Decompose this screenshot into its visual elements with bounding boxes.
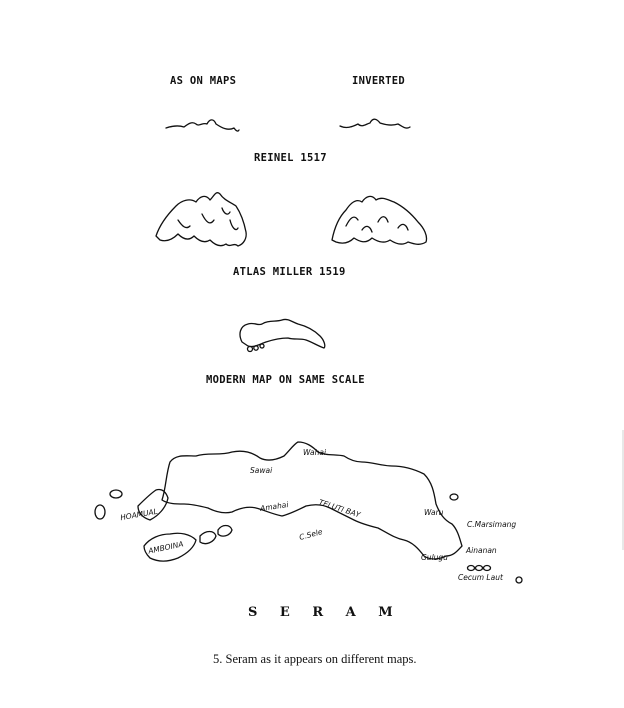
place-gulugu: Gulugu [421, 553, 448, 562]
label-inverted: INVERTED [352, 75, 405, 87]
detail-reinel-right [346, 217, 408, 232]
outline-atlas-miller [240, 319, 325, 348]
label-reinel-1517: REINEL 1517 [254, 152, 327, 164]
islet-west-2 [110, 490, 122, 498]
place-ambonia: AMBOINA [147, 539, 185, 556]
place-amahai: Amahai [259, 500, 289, 513]
outline-seram-main [162, 442, 462, 559]
place-wahai: Wahai [303, 448, 327, 457]
label-as-on-maps: AS ON MAPS [170, 75, 237, 87]
detail-reinel-left [178, 208, 238, 230]
figure-caption: 5. Seram as it appears on different maps. [213, 652, 417, 666]
islet-cecum-2 [476, 566, 483, 571]
islet-atlas-1 [248, 347, 253, 352]
islet-east-1 [450, 494, 458, 500]
outline-inverted [340, 119, 410, 128]
place-sawai: Sawai [250, 466, 273, 475]
place-waru: Waru [424, 508, 444, 517]
map-title-seram: S E R A M [248, 605, 402, 620]
islet-west-1 [95, 505, 105, 519]
place-hoamual: HOAMUAL [119, 506, 159, 523]
place-ainanan: Ainanan [466, 546, 497, 555]
islet-east-2 [516, 577, 522, 583]
islet-atlas-3 [260, 344, 264, 348]
outline-lease-2 [218, 526, 232, 537]
label-atlas-miller-1519: ATLAS MILLER 1519 [233, 266, 346, 278]
label-modern-map: MODERN MAP ON SAME SCALE [206, 374, 365, 386]
outline-reinel-left [156, 193, 246, 246]
place-cecum-laut: Cecum Laut [458, 573, 503, 582]
islet-cecum-1 [468, 566, 475, 571]
place-c-sele: C.Sele [298, 527, 324, 542]
islet-cecum-3 [484, 566, 491, 571]
place-c-marsimang: C.Marsimang [467, 520, 517, 529]
outline-as-on-maps [166, 120, 239, 131]
islet-atlas-2 [254, 346, 258, 350]
place-teluti-bay: TELUTI BAY [317, 497, 362, 520]
outline-lease-1 [200, 532, 216, 544]
